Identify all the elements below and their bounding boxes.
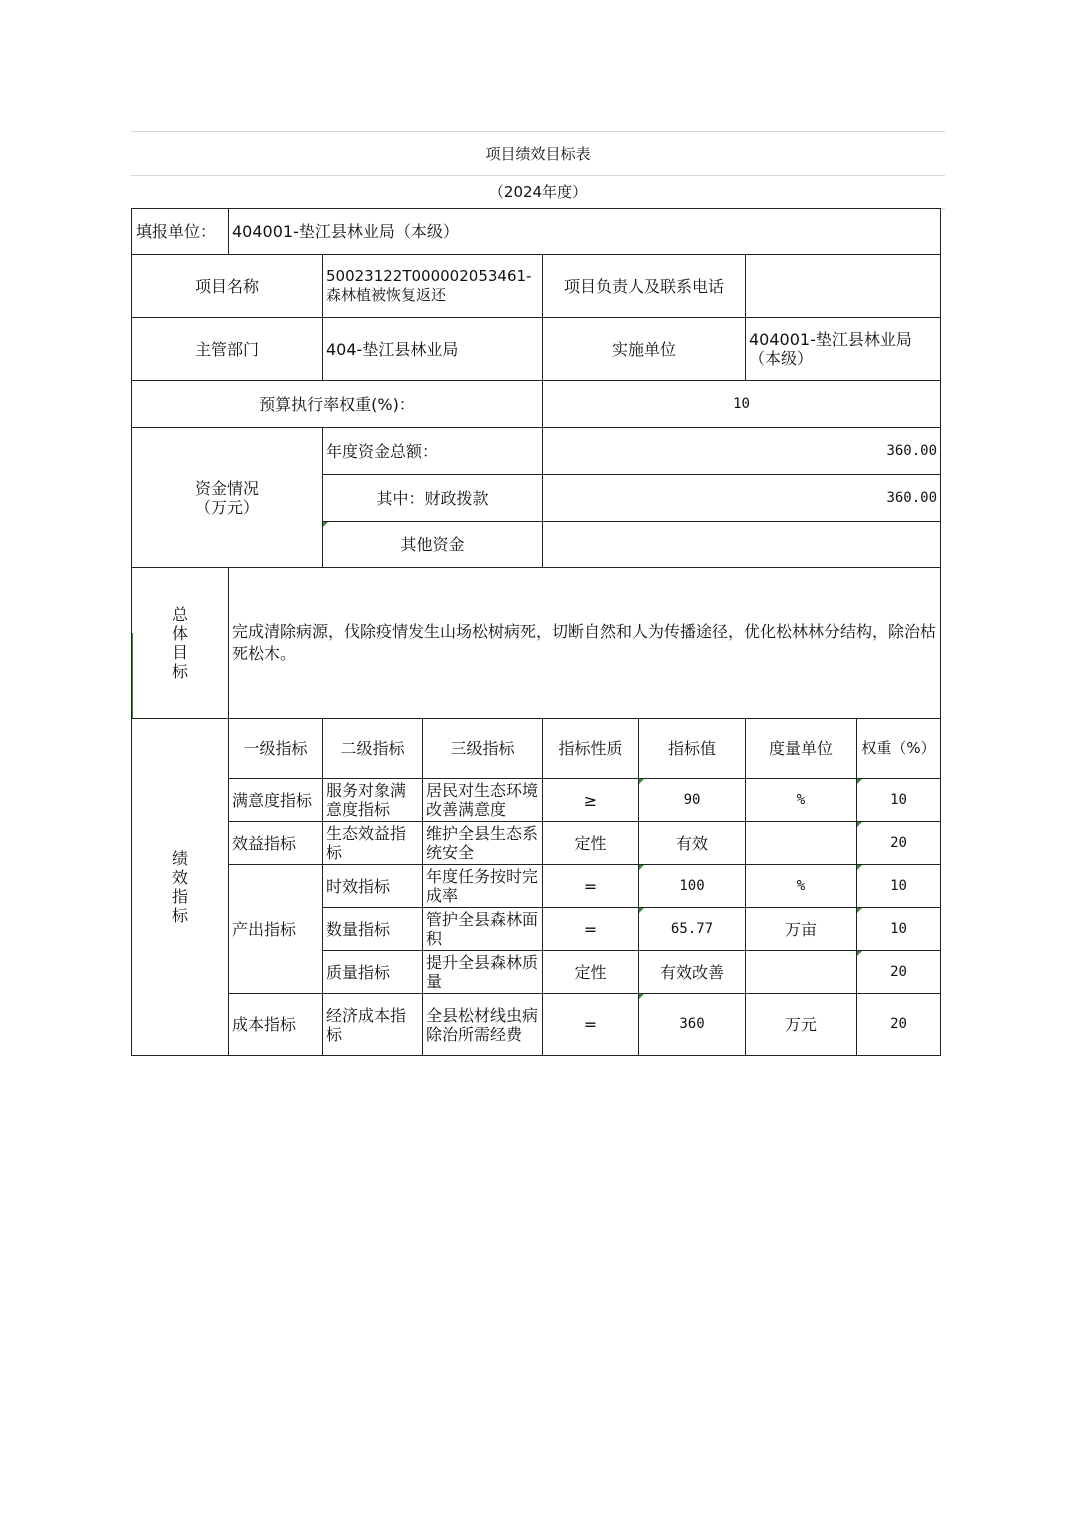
indicator-level3: 居民对生态环境改善满意度 (423, 779, 543, 822)
dept-row (132, 318, 941, 381)
indicator-level1: 效益指标 (229, 822, 323, 865)
indicator-value: 有效 (639, 822, 746, 865)
project-name-value: 50023122T000002053461-森林植被恢复返还 (323, 255, 543, 318)
table-row (132, 822, 941, 865)
header-level3: 三级指标 (423, 719, 543, 779)
header-unit: 度量单位 (746, 719, 857, 779)
indicator-weight: 20 (857, 951, 941, 994)
overall-goal-text: 完成清除病源，伐除疫情发生山场松树病死，切断自然和人为传播途径，优化松林林分结构，除治枯死松木。 (229, 568, 941, 719)
project-row (132, 255, 941, 318)
indicators-char: 效 (171, 868, 188, 887)
dept-label: 主管部门 (132, 318, 323, 381)
indicator-nature: = (543, 908, 639, 951)
performance-target-sheet (131, 131, 945, 1055)
funds-fiscal-label: 其中：财政拨款 (323, 475, 543, 522)
sheet-year: （2024年度） (131, 175, 945, 209)
indicator-level3: 全县松材线虫病除治所需经费 (423, 994, 543, 1056)
project-contact-label: 项目负责人及联系电话 (543, 255, 746, 318)
funds-label (132, 428, 323, 568)
project-contact-value (746, 255, 941, 318)
indicator-weight: 10 (857, 908, 941, 951)
indicator-nature: ≥ (543, 779, 639, 822)
funds-total-row (132, 428, 941, 475)
funds-label-line1: 资金情况 (194, 478, 259, 498)
header-nature: 指标性质 (543, 719, 639, 779)
indicator-nature: 定性 (543, 951, 639, 994)
indicator-level2: 时效指标 (323, 865, 423, 908)
indicator-weight: 10 (857, 865, 941, 908)
unit-row (132, 209, 941, 255)
unit-label: 填报单位： (132, 209, 229, 255)
indicator-level3: 管护全县森林面积 (423, 908, 543, 951)
indicator-value: 65.77 (639, 908, 746, 951)
indicator-value: 90 (639, 779, 746, 822)
indicators-char: 指 (171, 887, 188, 906)
funds-other-value (543, 522, 941, 568)
dept-value: 404-垫江县林业局 (323, 318, 543, 381)
indicator-level3: 提升全县森林质量 (423, 951, 543, 994)
indicator-level2: 服务对象满意度指标 (323, 779, 423, 822)
funds-label-line2: （万元） (194, 497, 259, 517)
indicator-unit (746, 822, 857, 865)
overall-goal-char: 总 (171, 605, 188, 624)
impl-unit-label: 实施单位 (543, 318, 746, 381)
indicators-char: 标 (171, 906, 188, 925)
indicator-unit: % (746, 865, 857, 908)
indicator-level1: 成本指标 (229, 994, 323, 1056)
budget-weight-label: 预算执行率权重(%)： (132, 381, 543, 428)
header-level2: 二级指标 (323, 719, 423, 779)
indicator-level2: 生态效益指标 (323, 822, 423, 865)
indicator-unit (746, 951, 857, 994)
indicator-level1: 满意度指标 (229, 779, 323, 822)
indicators-label (132, 719, 229, 1056)
indicator-weight: 20 (857, 994, 941, 1056)
header-level1: 一级指标 (229, 719, 323, 779)
table-row (132, 865, 941, 908)
indicators-char: 绩 (171, 849, 188, 868)
budget-weight-row (132, 381, 941, 428)
header-value: 指标值 (639, 719, 746, 779)
indicator-header-row (132, 719, 941, 779)
indicator-unit: 万元 (746, 994, 857, 1056)
indicator-weight: 20 (857, 822, 941, 865)
funds-total-value: 360.00 (543, 428, 941, 475)
sheet-title: 项目绩效目标表 (131, 131, 945, 176)
indicator-nature: = (543, 865, 639, 908)
overall-goal-label (132, 568, 229, 719)
indicator-level2: 数量指标 (323, 908, 423, 951)
unit-value: 404001-垫江县林业局（本级） (229, 209, 941, 255)
indicator-unit: 万亩 (746, 908, 857, 951)
table-row (132, 779, 941, 822)
budget-weight-value: 10 (543, 381, 941, 428)
indicator-value: 100 (639, 865, 746, 908)
table-row (132, 994, 941, 1056)
funds-total-label: 年度资金总额： (323, 428, 543, 475)
overall-goal-row (132, 568, 941, 719)
indicator-weight: 10 (857, 779, 941, 822)
header-weight: 权重（%） (857, 719, 941, 779)
impl-unit-value: 404001-垫江县林业局（本级） (746, 318, 941, 381)
indicator-value: 有效改善 (639, 951, 746, 994)
indicator-level3: 维护全县生态系统安全 (423, 822, 543, 865)
indicator-nature: 定性 (543, 822, 639, 865)
indicator-nature: = (543, 994, 639, 1056)
indicator-level2: 经济成本指标 (323, 994, 423, 1056)
overall-goal-char: 目 (171, 643, 188, 662)
funds-fiscal-value: 360.00 (543, 475, 941, 522)
indicator-value: 360 (639, 994, 746, 1056)
target-form-table (131, 208, 941, 1056)
indicator-level3: 年度任务按时完成率 (423, 865, 543, 908)
project-name-label: 项目名称 (132, 255, 323, 318)
indicator-level2: 质量指标 (323, 951, 423, 994)
indicator-level1: 产出指标 (229, 865, 323, 994)
overall-goal-char: 标 (171, 662, 188, 681)
indicator-unit: % (746, 779, 857, 822)
funds-other-label: 其他资金 (323, 522, 543, 568)
overall-goal-char: 体 (171, 624, 188, 643)
